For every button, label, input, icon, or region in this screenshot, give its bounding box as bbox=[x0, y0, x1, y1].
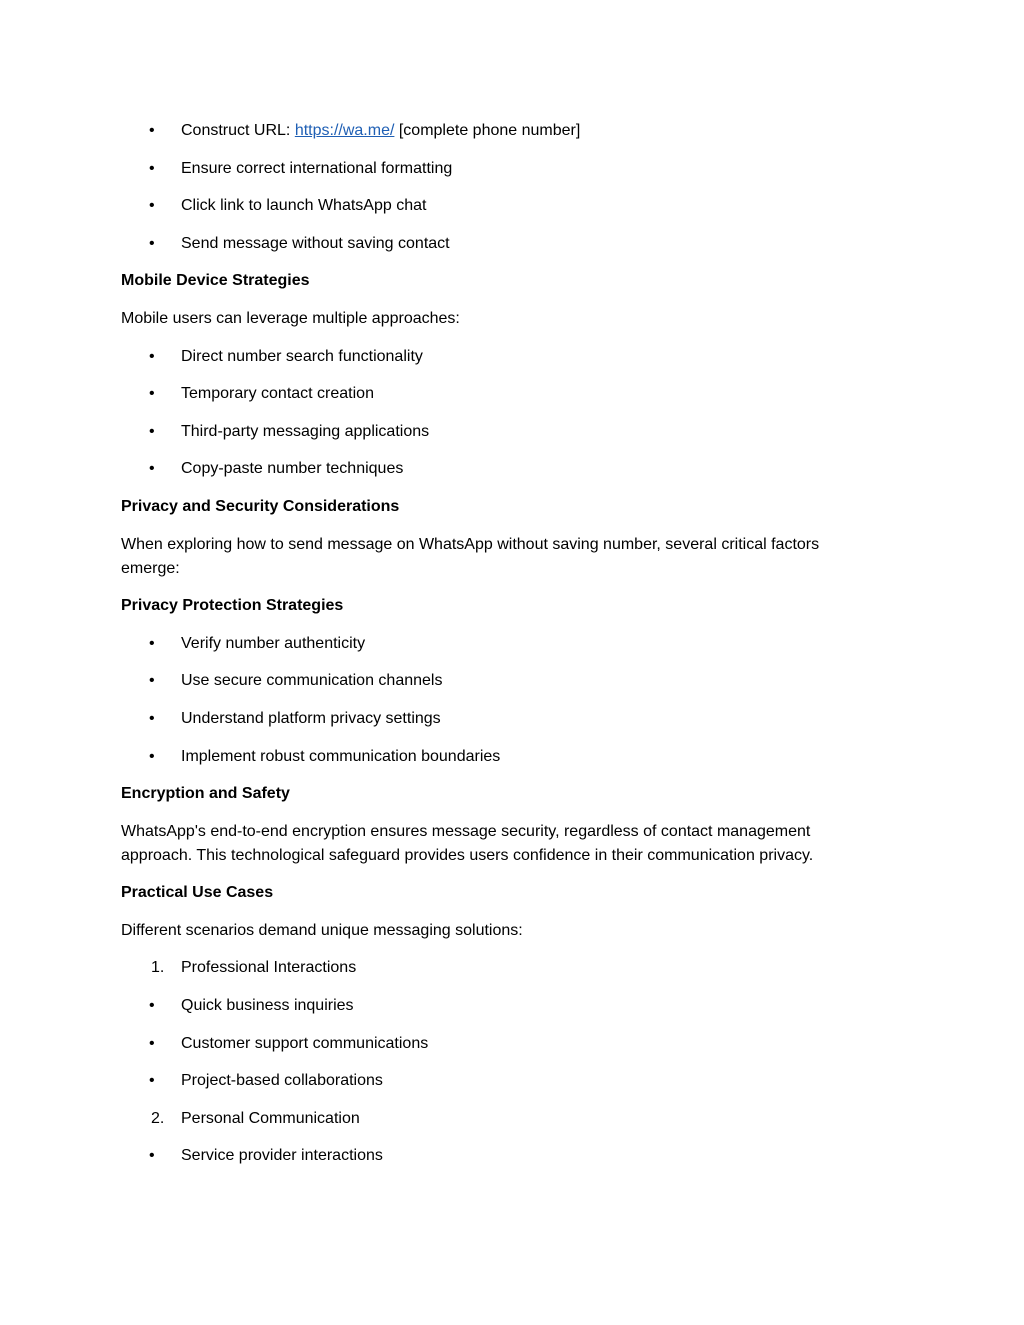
list-item bbox=[121, 157, 881, 181]
list-item-text: Personal Communication bbox=[181, 1109, 360, 1127]
bullet-icon: • bbox=[149, 159, 155, 177]
list-item bbox=[121, 632, 881, 656]
paragraph-usecases-intro: Different scenarios demand unique messaging solutions: bbox=[121, 921, 523, 939]
list-item bbox=[121, 119, 881, 143]
paragraph-mobile-intro: Mobile users can leverage multiple approaches: bbox=[121, 309, 460, 327]
bullet-icon: • bbox=[149, 422, 155, 440]
list-item-text: Quick business inquiries bbox=[181, 997, 354, 1015]
list-item-text: [complete phone number] bbox=[394, 122, 581, 139]
bullet-icon: • bbox=[149, 460, 155, 478]
list-item bbox=[121, 669, 881, 693]
bullet-icon: • bbox=[149, 122, 155, 139]
section-heading-protection: Privacy Protection Strategies bbox=[121, 597, 344, 615]
list-number: 2. bbox=[151, 1109, 165, 1127]
bullet-icon: • bbox=[149, 347, 155, 365]
list-item-text: Project-based collaborations bbox=[181, 1072, 383, 1090]
section-heading-mobile: Mobile Device Strategies bbox=[121, 272, 310, 290]
bullet-icon: • bbox=[149, 1034, 155, 1052]
list-item bbox=[121, 994, 881, 1018]
list-item bbox=[121, 345, 881, 369]
list-number: 1. bbox=[151, 959, 165, 977]
bullet-icon: • bbox=[149, 709, 155, 727]
list-item-text: Ensure correct international formatting bbox=[181, 159, 453, 177]
list-item-text: Customer support communications bbox=[181, 1034, 429, 1052]
list-item-text: Direct number search functionality bbox=[181, 347, 423, 365]
paragraph-encryption: WhatsApp's end-to-end encryption ensures message security, regardless of contact management approach. This technological safeguard provides users confidence in their communication privacy. bbox=[121, 822, 814, 864]
bullet-icon: • bbox=[149, 385, 155, 403]
list-item bbox=[121, 457, 881, 481]
list-item bbox=[121, 707, 881, 731]
list-item bbox=[121, 232, 881, 256]
list-item-text: Implement robust communication boundaries bbox=[181, 747, 501, 765]
wa-me-link[interactable]: https://wa.me/ bbox=[294, 122, 395, 139]
list-item-text: Third-party messaging applications bbox=[181, 422, 430, 440]
list-item bbox=[121, 420, 881, 444]
list-item-text: Construct URL: bbox=[181, 122, 295, 139]
list-item-text: Send message without saving contact bbox=[181, 234, 450, 252]
list-item-text: Understand platform privacy settings bbox=[181, 709, 441, 727]
document-body bbox=[121, 119, 881, 1182]
list-item bbox=[121, 382, 881, 406]
bullet-icon: • bbox=[149, 997, 155, 1015]
list-item-text: Professional Interactions bbox=[181, 959, 357, 977]
bullet-icon: • bbox=[149, 1147, 155, 1165]
numbered-item bbox=[121, 1107, 881, 1131]
list-item-text: Verify number authenticity bbox=[181, 634, 366, 652]
list-item-text: Temporary contact creation bbox=[181, 385, 374, 403]
list-item bbox=[121, 1144, 881, 1168]
bullet-icon: • bbox=[149, 197, 155, 215]
section-heading-privacy: Privacy and Security Considerations bbox=[121, 497, 400, 515]
list-item-text: Click link to launch WhatsApp chat bbox=[181, 197, 427, 215]
list-item bbox=[121, 1032, 881, 1056]
bullet-icon: • bbox=[149, 672, 155, 690]
section-heading-encryption: Encryption and Safety bbox=[121, 785, 290, 803]
bullet-icon: • bbox=[149, 1072, 155, 1090]
bullet-icon: • bbox=[149, 234, 155, 252]
bullet-icon: • bbox=[149, 634, 155, 652]
list-item bbox=[121, 194, 881, 218]
list-item bbox=[121, 745, 881, 769]
section-heading-usecases: Practical Use Cases bbox=[121, 884, 274, 902]
list-item-text: Copy-paste number techniques bbox=[181, 460, 404, 478]
list-item bbox=[121, 1069, 881, 1093]
paragraph-privacy-intro: When exploring how to send message on WhatsApp without saving number, several critical factors emerge: bbox=[121, 535, 820, 577]
numbered-item bbox=[121, 956, 881, 980]
list-item-text: Use secure communication channels bbox=[181, 672, 443, 690]
bullet-icon: • bbox=[149, 747, 155, 765]
list-item-text: Service provider interactions bbox=[181, 1147, 383, 1165]
